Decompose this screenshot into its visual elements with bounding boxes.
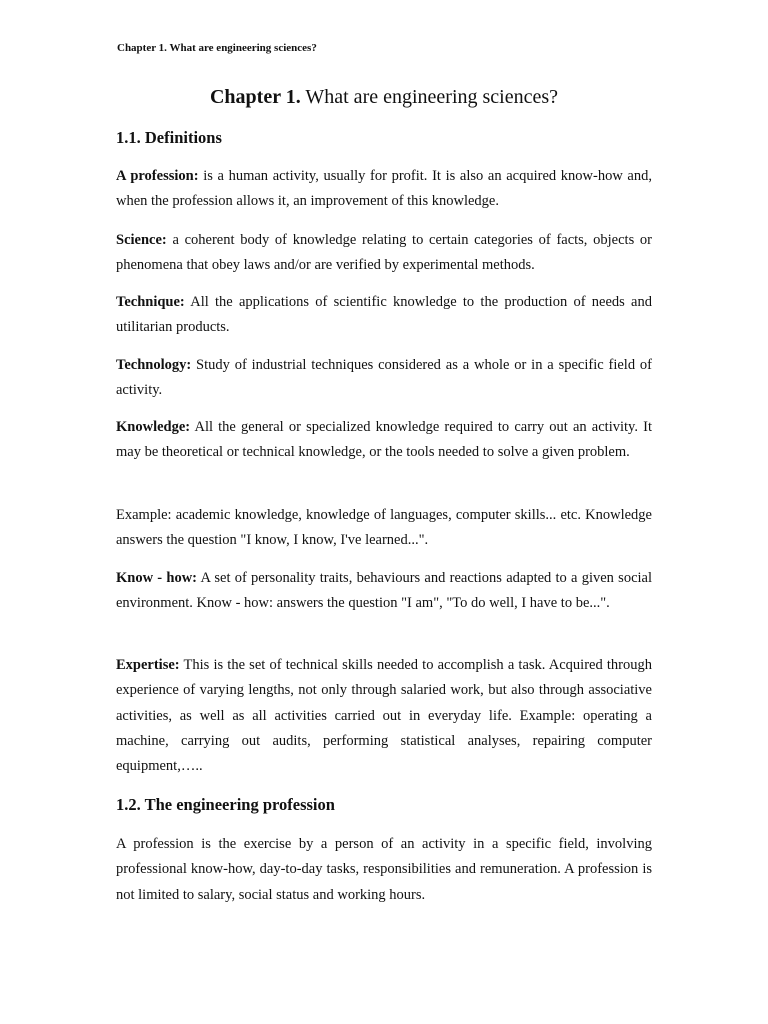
definition-text: All the applications of scientific knowledge to the production of needs and utilitarian products. xyxy=(116,294,652,336)
definition-science xyxy=(116,228,652,279)
definition-text: This is the set of technical skills needed to accomplish a task. Acquired through experience of varying lengths, not only through salaried work, but also through associative activities, as well as all activities carried out in everyday life. Example: operating a machine, carrying out audits, performing statistical analyses, repairing computer equipment,….. xyxy=(116,657,652,775)
definition-technology xyxy=(116,353,652,404)
definition-text: is a human activity, usually for profit. It is also an acquired know-how and, when the profession allows it, an improvement of this knowledge. xyxy=(116,168,652,210)
definition-technique xyxy=(116,290,652,341)
definition-term: Knowledge: xyxy=(116,419,191,435)
definition-know-how xyxy=(116,566,652,617)
definition-term: Science: xyxy=(116,232,167,248)
definition-profession xyxy=(116,164,652,215)
definition-term: Technique: xyxy=(116,294,185,310)
chapter-title-text: What are engineering sciences? xyxy=(305,86,559,108)
knowledge-example: Example: academic knowledge, knowledge of languages, computer skills... etc. Knowledge answers the question "I know, I know, I've learned...". xyxy=(116,507,652,549)
chapter-title xyxy=(0,86,768,109)
section-heading-definitions: 1.1. Definitions xyxy=(116,128,222,147)
definition-term: Expertise: xyxy=(116,657,180,673)
running-header: Chapter 1. What are engineering sciences? xyxy=(117,42,317,54)
definition-term: A profession: xyxy=(116,168,199,184)
definition-term: Know - how: xyxy=(116,570,197,586)
definition-text: All the general or specialized knowledge required to carry out an activity. It may be theoretical or technical knowledge, or the tools needed to solve a given problem. xyxy=(116,419,652,461)
definition-expertise xyxy=(116,653,652,779)
chapter-label: Chapter 1. xyxy=(209,86,301,108)
definition-text: a coherent body of knowledge relating to certain categories of facts, objects or phenomena that obey laws and/or are verified by experimental methods. xyxy=(116,232,653,274)
engineering-profession-paragraph: A profession is the exercise by a person of an activity in a specific field, involving professional know-how, day-to-day tasks, responsibilities and remuneration. A profession is not limited to salary, social status and working hours. xyxy=(116,836,652,903)
definition-text: A set of personality traits, behaviours and reactions adapted to a given social environment. Know - how: answers the question "I am", "To do well, I have to be...". xyxy=(116,570,652,612)
section-heading-engineering-profession: 1.2. The engineering profession xyxy=(116,795,335,814)
definition-term: Technology: xyxy=(116,357,192,373)
definition-knowledge xyxy=(116,415,652,466)
definition-text: Study of industrial techniques considered as a whole or in a specific field of activity. xyxy=(116,357,652,399)
